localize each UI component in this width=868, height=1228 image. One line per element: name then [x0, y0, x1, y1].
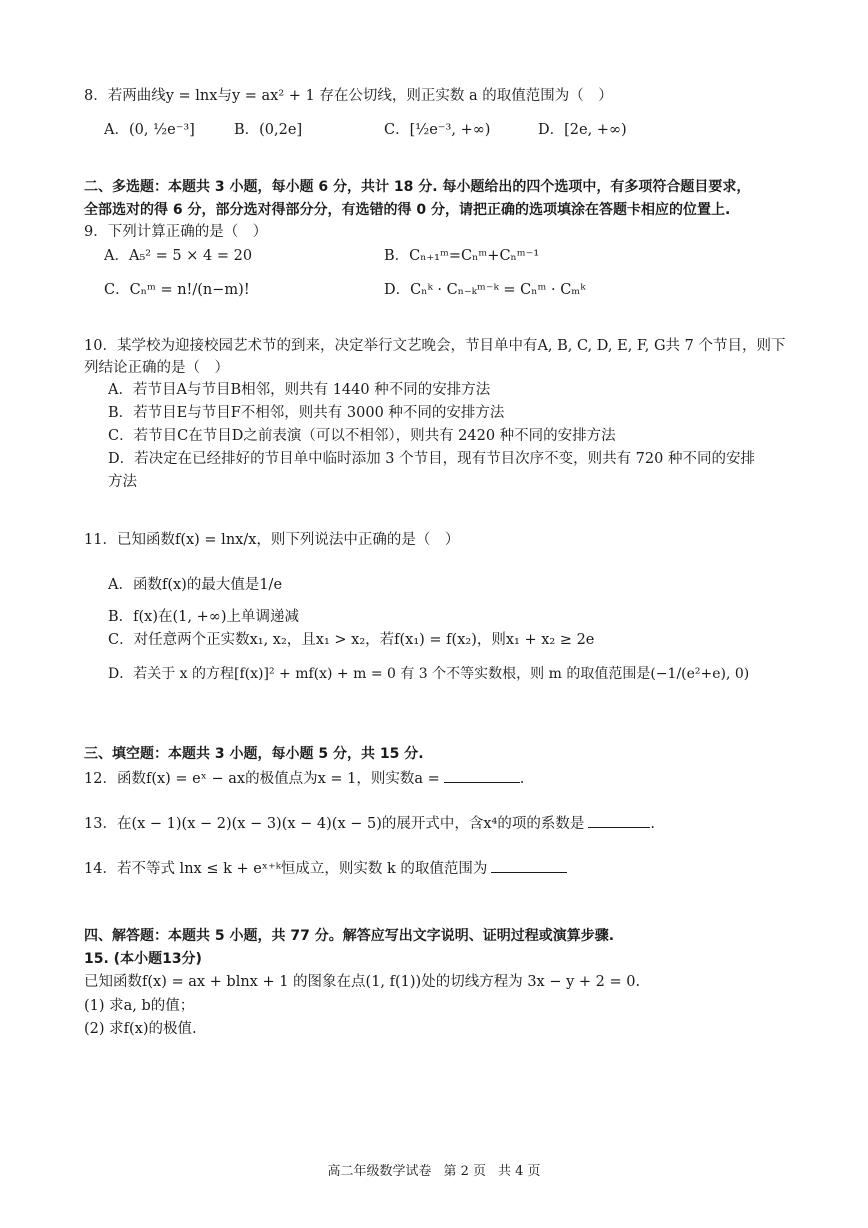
q9-option-d: D．Cₙᵏ · Cₙ₋ₖᵐ⁻ᵏ = Cₙᵐ · Cₘᵏ	[384, 282, 586, 298]
q10-option-b: B．若节目E与节目F不相邻，则共有 3000 种不同的安排方法	[108, 405, 505, 421]
q12-stem: 12．函数f(x) = eˣ − ax的极值点为x = 1，则实数a =	[84, 771, 440, 787]
q9-option-b: B．Cₙ₊₁ᵐ=Cₙᵐ+Cₙᵐ⁻¹	[384, 248, 540, 264]
section2-header-line1: 二、多选题：本题共 3 小题，每小题 6 分，共计 18 分. 每小题给出的四个选项中，有多项符合题目要求，	[84, 179, 751, 195]
q15-part2: (2) 求f(x)的极值.	[84, 1021, 197, 1037]
q9-option-c: C．Cₙᵐ = n!/(n−m)!	[104, 282, 250, 298]
q12-answer-blank[interactable]	[444, 768, 520, 783]
q13-answer-blank[interactable]	[588, 813, 650, 828]
q13-end: .	[650, 816, 655, 832]
q11-stem: 11．已知函数f(x) = lnx/x，则下列说法中正确的是（ ）	[84, 532, 460, 548]
q10-option-c: C．若节目C在节目D之前表演（可以不相邻），则共有 2420 种不同的安排方法	[108, 428, 616, 444]
q11-option-d: D．若关于 x 的方程[f(x)]² + mf(x) + m = 0 有 3 个不等实数根，则 m 的取值范围是(−1/(e²+e), 0)	[108, 666, 750, 682]
q11-option-a: A．函数f(x)的最大值是1/e	[108, 577, 283, 593]
q14-line	[84, 858, 567, 879]
q15-part1: (1) 求a, b的值；	[84, 998, 195, 1014]
footer-total: 共 4 页	[498, 1164, 541, 1179]
section4-header: 四、解答题：本题共 5 小题，共 77 分。解答应写出文字说明、证明过程或演算步骤.	[84, 928, 615, 944]
q10-stem-line2: 列结论正确的是（ ）	[84, 360, 229, 376]
q10-stem-line1: 10．某学校为迎接校园艺术节的到来，决定举行文艺晚会，节目单中有A, B, C, D, E, F, G共 7 个节目，则下	[84, 338, 786, 354]
q10-option-d-line2: 方法	[108, 474, 137, 490]
q8-option-a: A．(0, ½e⁻³]	[104, 122, 195, 138]
q13-line	[84, 813, 655, 834]
q11-option-c: C．对任意两个正实数x₁, x₂，且x₁ > x₂，若f(x₁) = f(x₂)，则x₁ + x₂ ≥ 2e	[108, 632, 595, 648]
footer-title: 高二年级数学试卷	[327, 1164, 432, 1179]
q10-option-a: A．若节目A与节目B相邻，则共有 1440 种不同的安排方法	[108, 382, 491, 398]
page-footer	[0, 1160, 868, 1179]
section2-header-line2: 全部选对的得 6 分，部分选对得部分分，有选错的得 0 分，请把正确的选项填涂在答题卡相应的位置上.	[84, 202, 731, 218]
q9-option-a: A．A₅² = 5 × 4 = 20	[104, 248, 253, 264]
q8-option-d: D．[2e, +∞)	[538, 122, 627, 138]
q9-stem: 9．下列计算正确的是（ ）	[84, 224, 268, 240]
q13-stem: 13．在(x − 1)(x − 2)(x − 3)(x − 4)(x − 5)的展开式中，含x⁴的项的系数是	[84, 816, 585, 832]
q14-answer-blank[interactable]	[491, 858, 567, 873]
footer-page: 第 2 页	[443, 1164, 486, 1179]
q8-stem: 8．若两曲线y = lnx与y = ax² + 1 存在公切线，则正实数 a 的取值范围为（ ）	[84, 88, 613, 104]
section3-header: 三、填空题：本题共 3 小题，每小题 5 分，共 15 分.	[84, 746, 424, 762]
q15-stem: 已知函数f(x) = ax + blnx + 1 的图象在点(1, f(1))处的切线方程为 3x − y + 2 = 0.	[84, 974, 641, 990]
q11-option-b: B．f(x)在(1, +∞)上单调递减	[108, 609, 299, 625]
q14-stem: 14．若不等式 lnx ≤ k + eˣ⁺ᵏ恒成立，则实数 k 的取值范围为	[84, 861, 488, 877]
q15-title: 15. (本小题13分)	[84, 951, 202, 967]
q8-option-b: B．(0,2e]	[234, 122, 303, 138]
q12-line	[84, 768, 524, 789]
q10-option-d-line1: D．若决定在已经排好的节目单中临时添加 3 个节目，现有节目次序不变，则共有 720 种不同的安排	[108, 451, 755, 467]
q8-option-c: C．[½e⁻³, +∞)	[384, 122, 491, 138]
q12-end: .	[519, 771, 525, 787]
